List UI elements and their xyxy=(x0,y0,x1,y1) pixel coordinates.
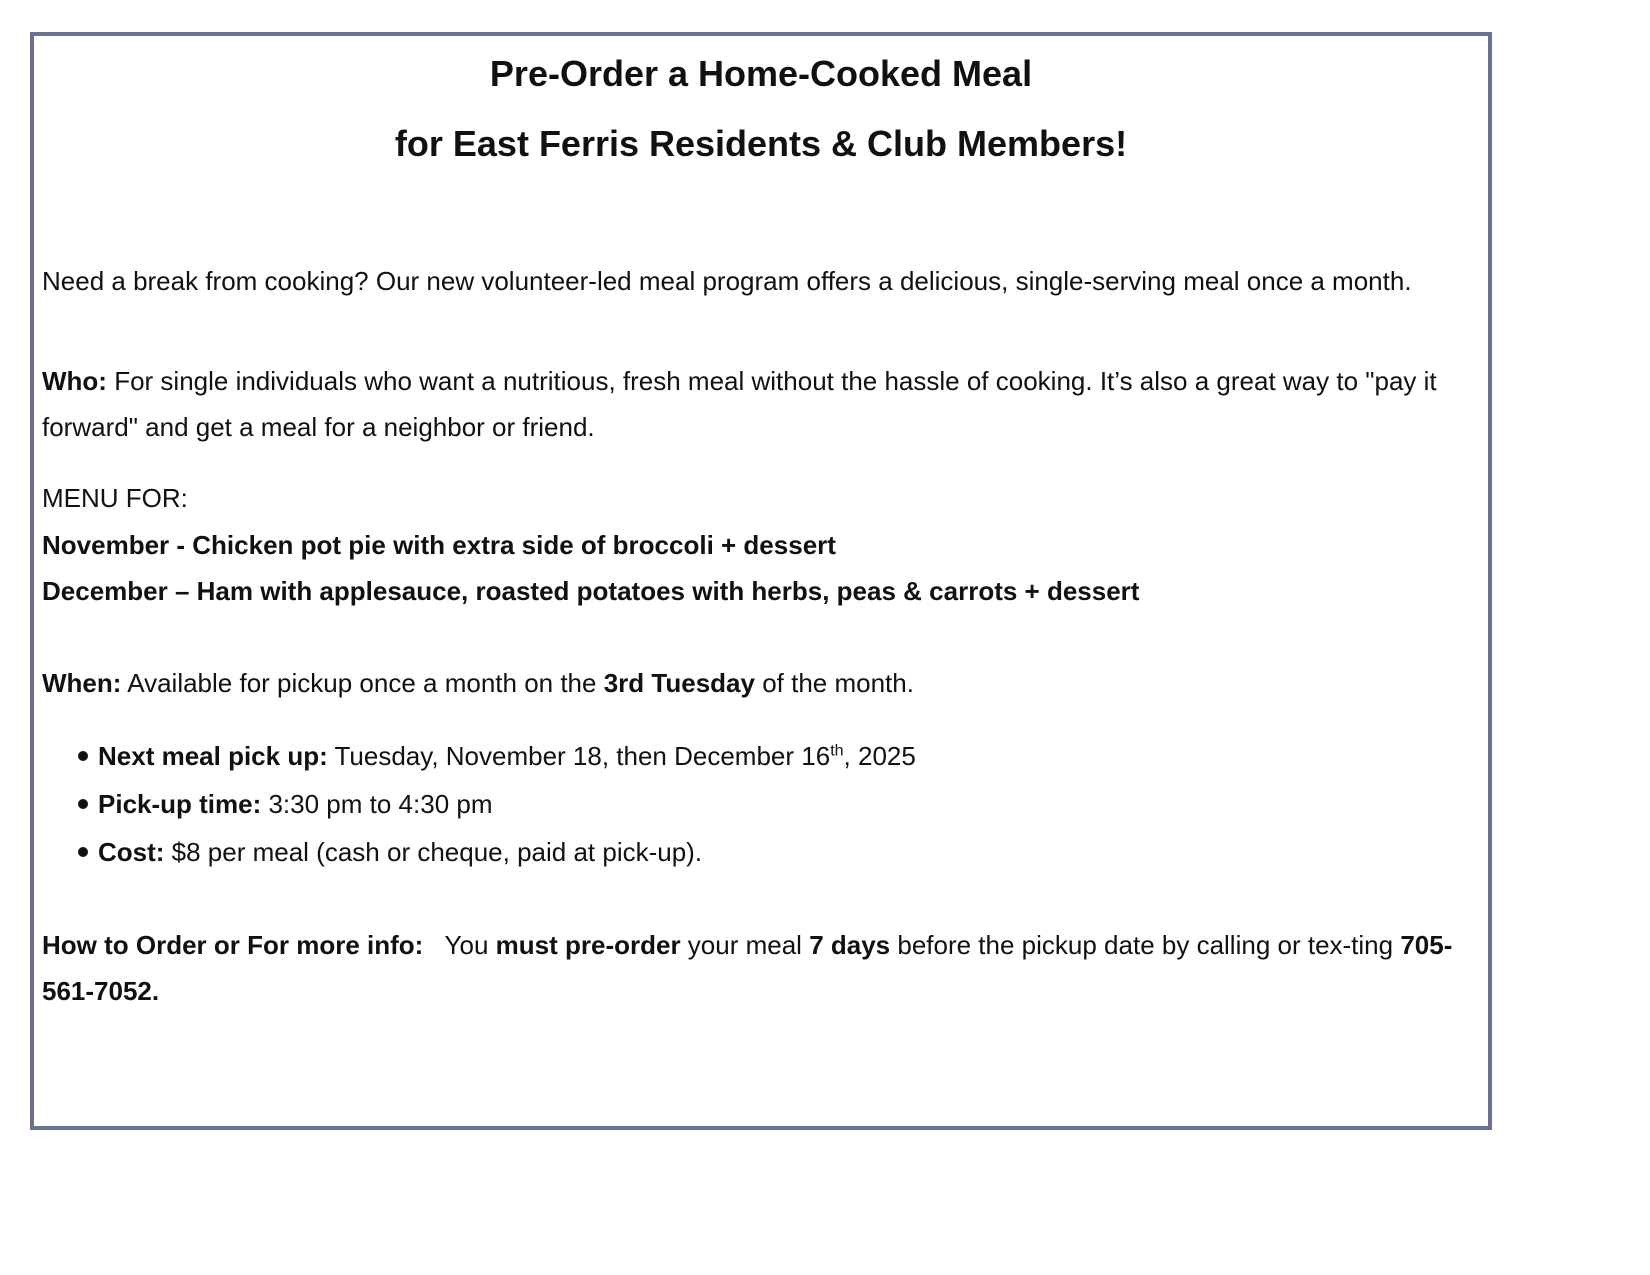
flyer-frame xyxy=(30,32,1492,1130)
next-pickup-year: , 2025 xyxy=(843,741,916,771)
menu-item-december: December – Ham with applesauce, roasted potatoes with herbs, peas & carrots + dessert xyxy=(42,576,1140,606)
bullet-icon xyxy=(78,847,88,857)
order-emphasis-preorder: must pre-order xyxy=(495,930,681,960)
menu-item-november: November - Chicken pot pie with extra side of broccoli + dessert xyxy=(42,530,836,560)
who-text: For single individuals who want a nutritious, fresh meal without the hassle of cooking. It’s also a great way to "pay it forward" and get a meal for a neighbor or friend. xyxy=(42,366,1437,442)
who-label: Who: xyxy=(42,366,107,396)
details-list xyxy=(78,732,916,876)
who-paragraph xyxy=(42,358,1488,450)
next-pickup-ordinal: th xyxy=(830,742,844,760)
order-text-2: before the pickup date by calling or tex-ting xyxy=(890,930,1401,960)
pickup-time-value: 3:30 pm to 4:30 pm xyxy=(261,789,493,819)
menu-heading: MENU FOR: xyxy=(42,483,188,513)
list-item-cost xyxy=(78,828,916,876)
order-paragraph xyxy=(42,922,1488,1014)
pickup-time-label: Pick-up time: xyxy=(98,789,262,819)
order-phone-number: 705-561-7052. xyxy=(42,930,1453,1006)
order-emphasis-days: 7 days xyxy=(809,930,891,960)
when-text-after: of the month. xyxy=(754,668,914,698)
order-label: How to Order or For more info: xyxy=(42,930,424,960)
when-paragraph xyxy=(42,662,1488,704)
cost-label: Cost: xyxy=(98,837,165,867)
when-label: When: xyxy=(42,668,122,698)
order-spacer: You xyxy=(423,930,496,960)
intro-paragraph: Need a break from cooking? Our new volunteer-led meal program offers a delicious, single-serving meal once a month. xyxy=(42,266,1412,296)
bullet-icon xyxy=(78,751,88,761)
list-item-pickup-time xyxy=(78,780,916,828)
when-highlight: 3rd Tuesday xyxy=(603,668,755,698)
cost-value: $8 per meal (cash or cheque, paid at pick-up). xyxy=(164,837,703,867)
flyer-title-line-2: for East Ferris Residents & Club Members! xyxy=(394,123,1128,164)
next-pickup-label: Next meal pick up: xyxy=(98,741,328,771)
order-text-1: your meal xyxy=(680,930,810,960)
bullet-icon xyxy=(78,799,88,809)
when-text-before: Available for pickup once a month on the xyxy=(121,668,604,698)
list-item-next-pickup xyxy=(78,732,916,780)
flyer-title-line-1: Pre-Order a Home-Cooked Meal xyxy=(489,53,1033,94)
next-pickup-value: Tuesday, November 18, then December 16 xyxy=(327,741,831,771)
